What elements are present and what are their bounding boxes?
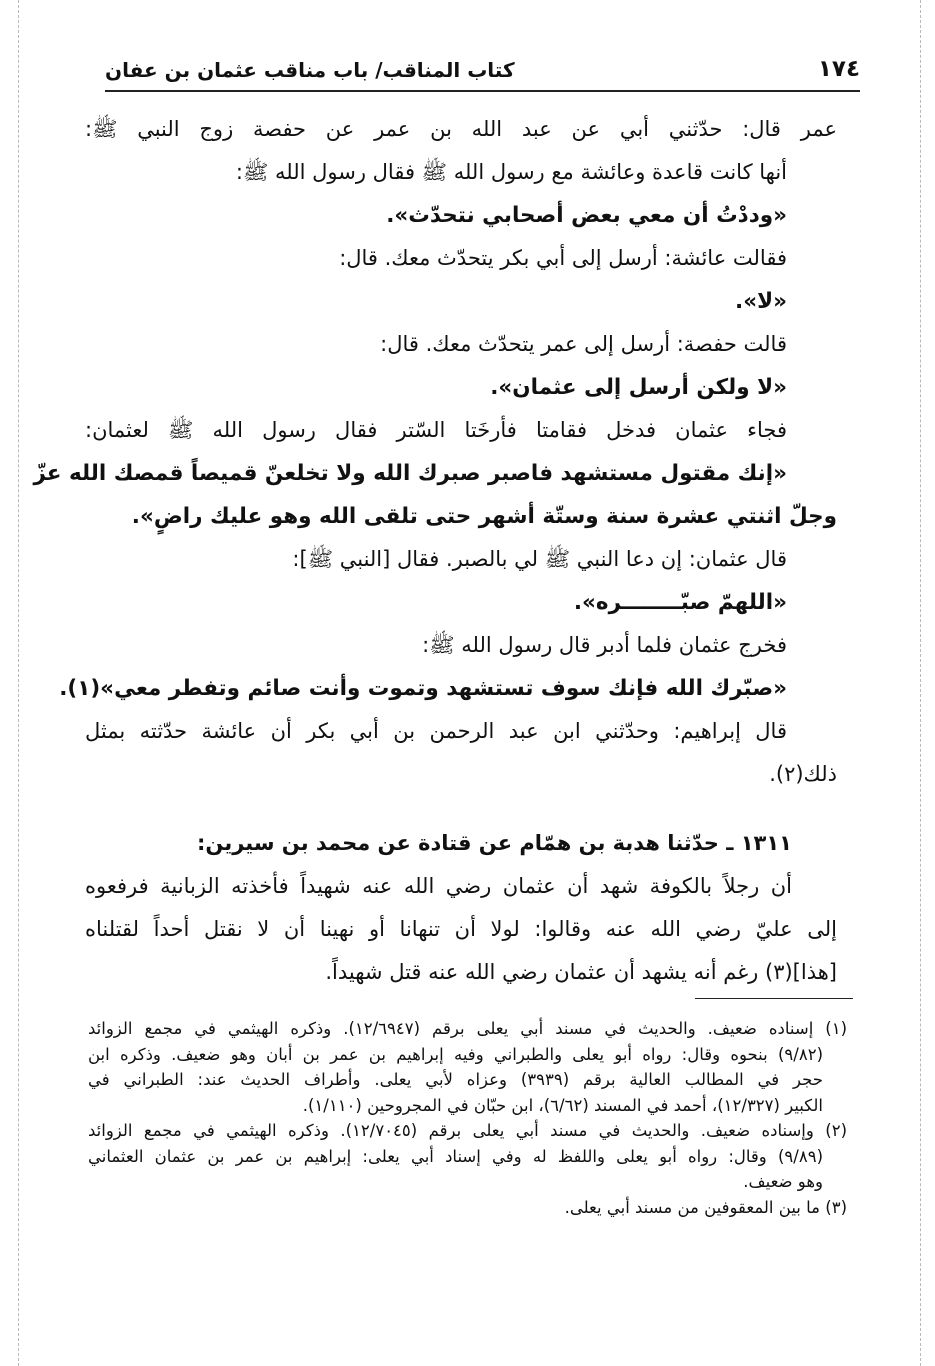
text-line: «إنك مقتول مستشهد فاصبر صبرك الله ولا تخلعنّ قميصاً قمصك الله عزّ (33, 461, 787, 486)
text-line: قال عثمان: إن دعا النبي ﷺ لي بالصبر. فقال [النبي ﷺ]: (292, 547, 787, 571)
footnote-line: الكبير (١٢/٣٢٧)، أحمد في المسند (٦/٦٢)، ابن حبّان في المجروحين (١/١١٠). (302, 1095, 823, 1115)
running-head: كتاب المناقب/ باب مناقب عثمان بن عفان (105, 58, 515, 82)
scan-edge-right (920, 0, 921, 1366)
text-line: عمر قال: حدّثني أبي عن عبد الله بن عمر عن حفصة زوج النبي ﷺ: (85, 117, 837, 141)
text-line: قالت حفصة: أرسل إلى عمر يتحدّث معك. قال: (380, 332, 787, 356)
page-header (105, 56, 860, 92)
text-line: أنها كانت قاعدة وعائشة مع رسول الله ﷺ فقال رسول الله ﷺ: (235, 160, 787, 184)
text-line: فجاء عثمان فدخل فقامتا فأرخَتا السّتر فقال رسول الله ﷺ لعثمان: (85, 418, 787, 442)
text-line: إلى عليّ رضي الله عنه وقالوا: لولا أن تنهانا أو نهينا أن لا نقتل أحداً لقتلناه (85, 917, 837, 941)
text-line: ذلك(٢). (769, 762, 837, 786)
text-line: وجلّ اثنتي عشرة سنة وستّة أشهر حتى تلقى الله وهو عليك راضٍ». (131, 504, 837, 529)
footnote-separator (695, 998, 853, 999)
footnote-line: وهو ضعيف. (743, 1172, 823, 1191)
footnotes (88, 1016, 847, 1220)
text-line: فخرج عثمان فلما أدبر قال رسول الله ﷺ: (422, 633, 787, 657)
text-line: [هذا](٣) رغم أنه يشهد أن عثمان رضي الله عنه قتل شهيداً. (325, 960, 837, 984)
page-number: ١٧٤ (817, 56, 860, 82)
footnote-line: (٩/٨٢) بنحوه وقال: رواه أبو يعلى والطبراني وفيه إبراهيم بن عمر بن أبان وهو ضعيف. وذكره ابن (88, 1044, 823, 1064)
text-line: «اللهمّ صبّــــــــره». (573, 590, 787, 615)
footnote-line: (٢) وإسناده ضعيف. والحديث في مسند أبي يعلى برقم (١٢/٧٠٤٥). وذكره الهيثمي في مجمع الزوائد (88, 1121, 848, 1140)
text-line: فقالت عائشة: أرسل إلى أبي بكر يتحدّث معك. قال: (339, 246, 787, 270)
text-line: «لا». (735, 289, 787, 314)
paragraph-gap (85, 796, 837, 822)
text-line: قال إبراهيم: وحدّثني ابن عبد الرحمن بن أبي بكر أن عائشة حدّثته بمثل (85, 719, 787, 743)
footnote-line: (١) إسناده ضعيف. والحديث في مسند أبي يعلى برقم (١٢/٦٩٤٧). وذكره الهيثمي في مجمع الزوائد (88, 1019, 848, 1038)
hadith-heading: ١٣١١ ـ حدّثنا هدبة بن همّام عن قتادة عن محمد بن سيرين: (197, 831, 792, 855)
main-text (33, 108, 837, 994)
text-line: أن رجلاً بالكوفة شهد أن عثمان رضي الله عنه شهيداً فأخذته الزبانية فرفعوه (85, 874, 792, 898)
footnote-line: (٣) ما بين المعقوفين من مسند أبي يعلى. (564, 1197, 847, 1217)
text-line: «صبّرك الله فإنك سوف تستشهد وتموت وأنت صائم وتفطر معي»(١). (59, 676, 787, 701)
scan-edge-left (18, 0, 19, 1366)
text-line: «وددْتُ أن معي بعض أصحابي نتحدّث». (386, 203, 787, 228)
text-line: «لا ولكن أرسل إلى عثمان». (490, 375, 787, 400)
footnote-line: حجر في المطالب العالية برقم (٣٩٣٩) وعزاه لأبي يعلى. وأطراف الحديث عند: الطبراني في (88, 1070, 823, 1089)
footnote-line: (٩/٨٩) وقال: رواه أبو يعلى واللفظ له وفي إسناد أبي يعلى: إبراهيم بن عمر بن عثمان العثماني (88, 1146, 823, 1166)
